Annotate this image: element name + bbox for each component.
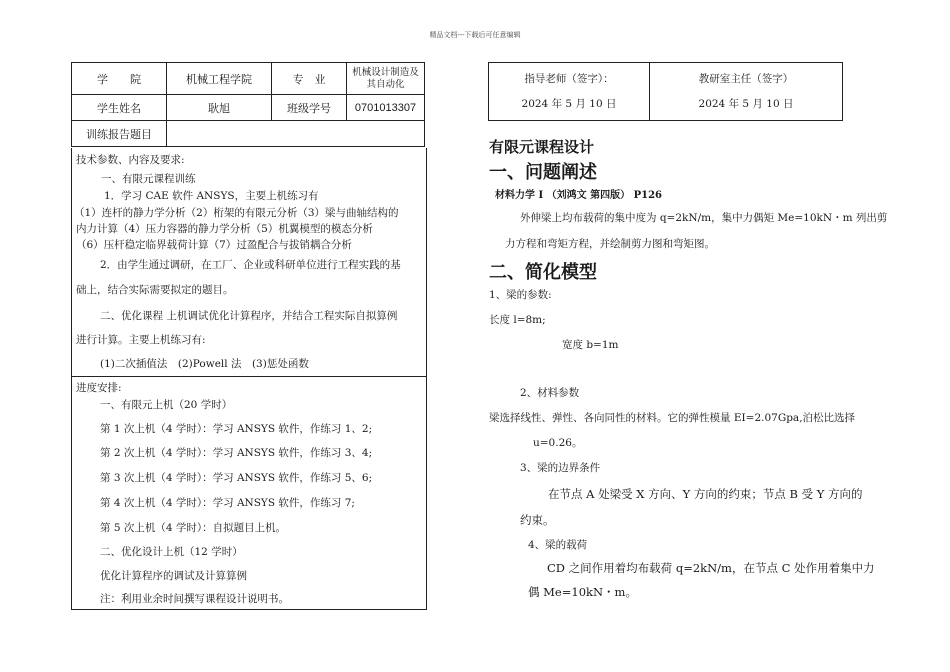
report-topic-value (167, 121, 425, 147)
schedule-line: 注：利用业余时间撰写课程设计说明书。 (100, 593, 289, 605)
requirements-line: 内力计算（4）压力容器的静力学分析（5）机翼模型的模态分析 (76, 223, 373, 235)
signature-table (488, 62, 843, 121)
requirements-line: 2．由学生通过调研，在工厂、企业或科研单位进行工程实践的基 (100, 259, 401, 271)
schedule-line: 第 4 次上机（4 学时）：学习 ANSYS 软件，作练习 7; (100, 497, 355, 509)
paragraph-line: 梁选择线性、弹性、各向同性的材料。它的弹性模量 EI=2.07Gpa,泊松比选择 (489, 412, 856, 424)
director-date: 2024 年 5 月 10 日 (698, 98, 794, 110)
advisor-label: 指导老师（签字）： (524, 73, 614, 85)
student-info-table (71, 62, 425, 147)
schedule-line: 优化计算程序的调试及计算算例 (100, 570, 247, 582)
document-title: 有限元课程设计 (489, 138, 595, 156)
label-college: 学 院 (72, 63, 167, 95)
paragraph-line: 宽度 b=1m (562, 339, 619, 351)
requirements-line: 础上，结合实际需要拟定的题目。 (76, 284, 234, 296)
requirements-line: (1)二次插值法 (2)Powell 法 (3)惩处函数 (100, 358, 309, 370)
class-number-value: 0701013307 (347, 95, 425, 121)
requirements-line: 进行计算。主要上机练习有: (76, 334, 206, 346)
director-signature-cell (650, 63, 843, 121)
paragraph-line: 长度 l=8m; (489, 314, 546, 326)
schedule-line: 第 1 次上机（4 学时）：学习 ANSYS 软件，作练习 1、2; (100, 423, 373, 435)
schedule-line: 第 5 次上机（4 学时）：自拟题目上机。 (100, 522, 287, 534)
advisor-signature-cell (489, 63, 650, 121)
student-name-value: 耿旭 (167, 95, 272, 121)
schedule-line: 第 3 次上机（4 学时）：学习 ANSYS 软件，作练习 5、6; (100, 472, 373, 484)
schedule-title: 进度安排: (76, 382, 122, 394)
requirements-line: 1．学习 CAE 软件 ANSYS，主要上机练习有 (104, 190, 319, 202)
paragraph-line: 2、材料参数 (520, 387, 580, 399)
schedule-line: 二、优化设计上机（12 学时） (100, 546, 243, 558)
requirements-title: 技术参数、内容及要求: (76, 154, 185, 166)
schedule-section (71, 376, 427, 610)
advisor-date: 2024 年 5 月 10 日 (521, 98, 617, 110)
college-value: 机械工程学院 (167, 63, 272, 95)
requirements-line: （6）压杆稳定临界载荷计算（7）过盈配合与拔销耦合分析 (76, 239, 352, 251)
paragraph-line: 力方程和弯矩方程，并绘制剪力图和弯矩图。 (505, 238, 715, 250)
schedule-line: 一、有限元上机（20 学时） (100, 399, 233, 411)
requirements-line: 二、优化课程 上机调试优化计算程序，并结合工程实际自拟算例 (100, 310, 398, 322)
paragraph-line: 偶 Me=10kN・m。 (528, 585, 637, 599)
section-heading: 一、问题阐述 (489, 162, 597, 183)
paragraph-line: 4、梁的载荷 (528, 539, 588, 551)
section-heading: 二、简化模型 (489, 262, 597, 283)
requirements-line: 一、有限元课程训练 (101, 173, 196, 185)
paragraph-line: u=0.26。 (533, 437, 583, 449)
major-value: 机械设计制造及其自动化 (347, 63, 425, 95)
label-class-number: 班级学号 (272, 95, 347, 121)
reference-source: 材料力学 I （刘鸿文 第四版） P126 (495, 190, 662, 201)
paragraph-line: 外伸梁上均布载荷的集中度为 q=2kN/m，集中力偶矩 Me=10kN・m 列出剪 (520, 212, 888, 224)
requirements-section (71, 148, 427, 377)
label-major: 专 业 (272, 63, 347, 95)
paragraph-line: 3、梁的边界条件 (520, 462, 601, 474)
paragraph-line: 1、梁的参数: (489, 289, 552, 301)
requirements-line: （1）连杆的静力学分析（2）桁架的有限元分析（3）梁与曲轴结构的 (74, 207, 399, 219)
paragraph-line: 约束。 (520, 513, 555, 527)
header-note: 精品文档---下载后可任意编辑 (429, 31, 521, 39)
schedule-line: 第 2 次上机（4 学时）：学习 ANSYS 软件，作练习 3、4; (100, 447, 373, 459)
paragraph-line: CD 之间作用着均布载荷 q=2kN/m，在节点 C 处作用着集中力 (547, 561, 875, 575)
label-student-name: 学生姓名 (72, 95, 167, 121)
label-report-topic: 训练报告题目 (72, 121, 167, 147)
director-label: 教研室主任（签字） (698, 73, 794, 85)
paragraph-line: 在节点 A 处梁受 X 方向、Y 方向的约束；节点 B 受 Y 方向的 (548, 487, 863, 501)
